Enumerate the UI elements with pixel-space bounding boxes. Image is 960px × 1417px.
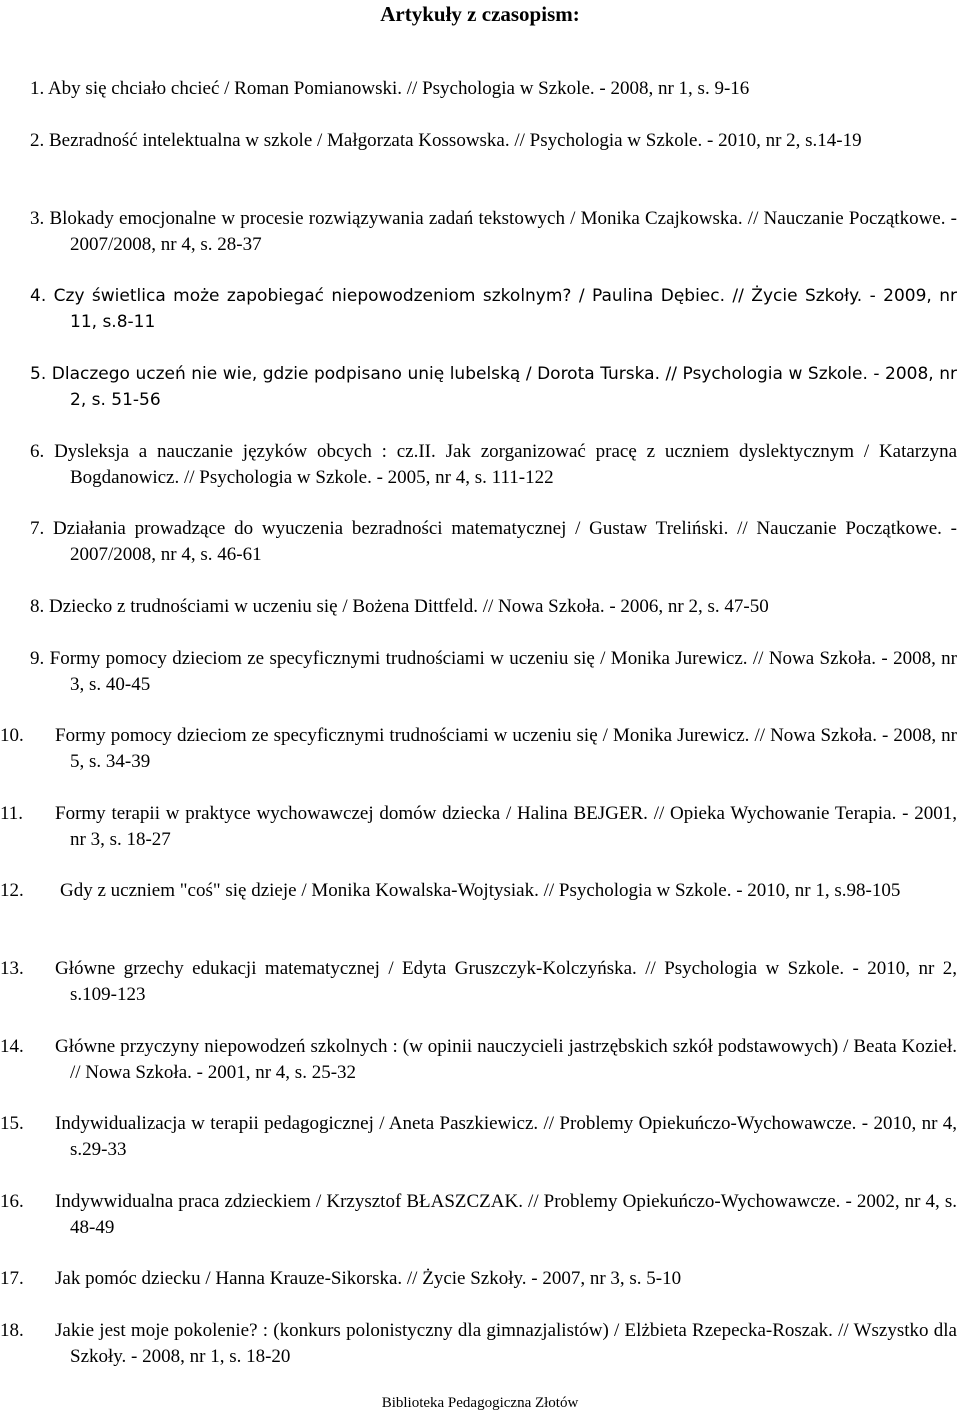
entry-number: 4. [30,286,47,306]
entry-number: 1. [30,78,45,99]
list-item [0,1034,957,1086]
list-item [0,1111,957,1163]
entry-number: 3. [30,208,45,229]
list-item [0,128,957,154]
list-item [0,723,957,775]
entry-text: Blokady emocjonalne w procesie rozwiązywania zadań tekstowych / Monika Czajkowska. // Nauczanie Początkowe. - 2007/2008, nr 4, s. 28-37 [49,208,957,255]
entry-text: Główne przyczyny niepowodzeń szkolnych : (w opinii nauczycieli jastrzębskich szkół podstawowych) / Beata Kozieł. // Nowa Szkoła. - 2001, nr 4, s. 25-32 [55,1036,957,1083]
list-item [0,594,957,620]
list-item [0,1189,957,1241]
entry-text: Działania prowadzące do wyuczenia bezradności matematycznej / Gustaw Treliński. // Nauczanie Początkowe. - 2007/2008, nr 4, s. 46-61 [53,518,958,565]
entry-text: Gdy z uczniem "coś" się dzieje / Monika Kowalska-Wojtysiak. // Psychologia w Szkole. - 2010, nr 1, s.98-105 [60,880,901,901]
entry-number: 18. [0,1320,24,1341]
entry-text: Dlaczego uczeń nie wie, gdzie podpisano unię lubelską / Dorota Turska. // Psychologia w Szkole. - 2008, nr 2, s. 51-56 [51,364,957,410]
entry-text: Aby się chciało chcieć / Roman Pomianowski. // Psychologia w Szkole. - 2008, nr 1, s. 9-16 [47,78,750,99]
entry-text: Bezradność intelektualna w szkole / Małgorzata Kossowska. // Psychologia w Szkole. - 2010, nr 2, s.14-19 [49,130,862,151]
list-item [0,646,957,698]
entry-text: Formy terapii w praktyce wychowawczej domów dziecka / Halina BEJGER. // Opieka Wychowanie Terapia. - 2001, nr 3, s. 18-27 [55,803,957,850]
entry-number: 7. [30,518,45,539]
list-item [0,76,957,102]
entry-number: 8. [30,596,45,617]
list-item [0,1266,957,1292]
entry-number: 5. [30,364,47,384]
list-item [0,439,957,491]
page-title: Artykuły z czasopism: [380,2,580,26]
list-item [0,361,957,413]
entry-number: 16. [0,1191,24,1212]
entry-text: Jak pomóc dziecku / Hanna Krauze-Sikorska. // Życie Szkoły. - 2007, nr 3, s. 5-10 [55,1268,682,1289]
entry-number: 12. [0,880,24,901]
entry-text: Dysleksja a nauczanie języków obcych : cz.II. Jak zorganizować pracę z uczniem dyslektycznym / Katarzyna Bogdanowicz. // Psychologia w Szkole. - 2005, nr 4, s. 111-122 [54,441,957,488]
entry-text: Główne grzechy edukacji matematycznej / Edyta Gruszczyk-Kolczyńska. // Psychologia w Szkole. - 2010, nr 2, s.109-123 [55,958,957,1005]
entry-number: 17. [0,1268,24,1289]
entry-number: 14. [0,1036,24,1057]
list-item [0,283,957,335]
list-item [0,801,957,853]
entry-text: Dziecko z trudnościami w uczeniu się / Bożena Dittfeld. // Nowa Szkoła. - 2006, nr 2, s. 47-50 [49,596,769,617]
entry-text: Formy pomocy dzieciom ze specyficznymi trudnościami w uczeniu się / Monika Jurewicz. // Nowa Szkoła. - 2008, nr 5, s. 34-39 [55,725,957,772]
entry-text: Czy świetlica może zapobiegać niepowodzeniom szkolnym? / Paulina Dębiec. // Życie Szkoły. - 2009, nr 11, s.8-11 [53,286,957,332]
entry-number: 9. [30,648,45,669]
entry-number: 15. [0,1113,24,1134]
list-item [0,206,957,258]
entry-number: 11. [0,803,24,824]
footer-library-name: Biblioteka Pedagogiczna Złotów [381,1395,579,1411]
list-item [0,956,957,1008]
entry-number: 10. [0,725,24,746]
entry-number: 13. [0,958,24,979]
list-item [0,1318,957,1370]
entry-number: 2. [30,130,45,151]
entry-text: Indywwidualna praca zdzieckiem / Krzysztof BŁASZCZAK. // Problemy Opiekuńczo-Wychowawcze. - 2002, nr 4, s. 48-49 [55,1191,957,1238]
entry-text: Formy pomocy dzieciom ze specyficznymi trudnościami w uczeniu się / Monika Jurewicz. // Nowa Szkoła. - 2008, nr 3, s. 40-45 [49,648,958,695]
list-item [0,878,957,904]
entry-number: 6. [30,441,45,462]
entry-text: Indywidualizacja w terapii pedagogicznej / Aneta Paszkiewicz. // Problemy Opiekuńczo-Wychowawcze. - 2010, nr 4, s.29-33 [55,1113,957,1160]
entry-text: Jakie jest moje pokolenie? : (konkurs polonistyczny dla gimnazjalistów) / Elżbieta Rzepecka-Roszak. // Wszystko dla Szkoły. - 2008, nr 1, s. 18-20 [55,1320,957,1367]
list-item [0,516,957,568]
